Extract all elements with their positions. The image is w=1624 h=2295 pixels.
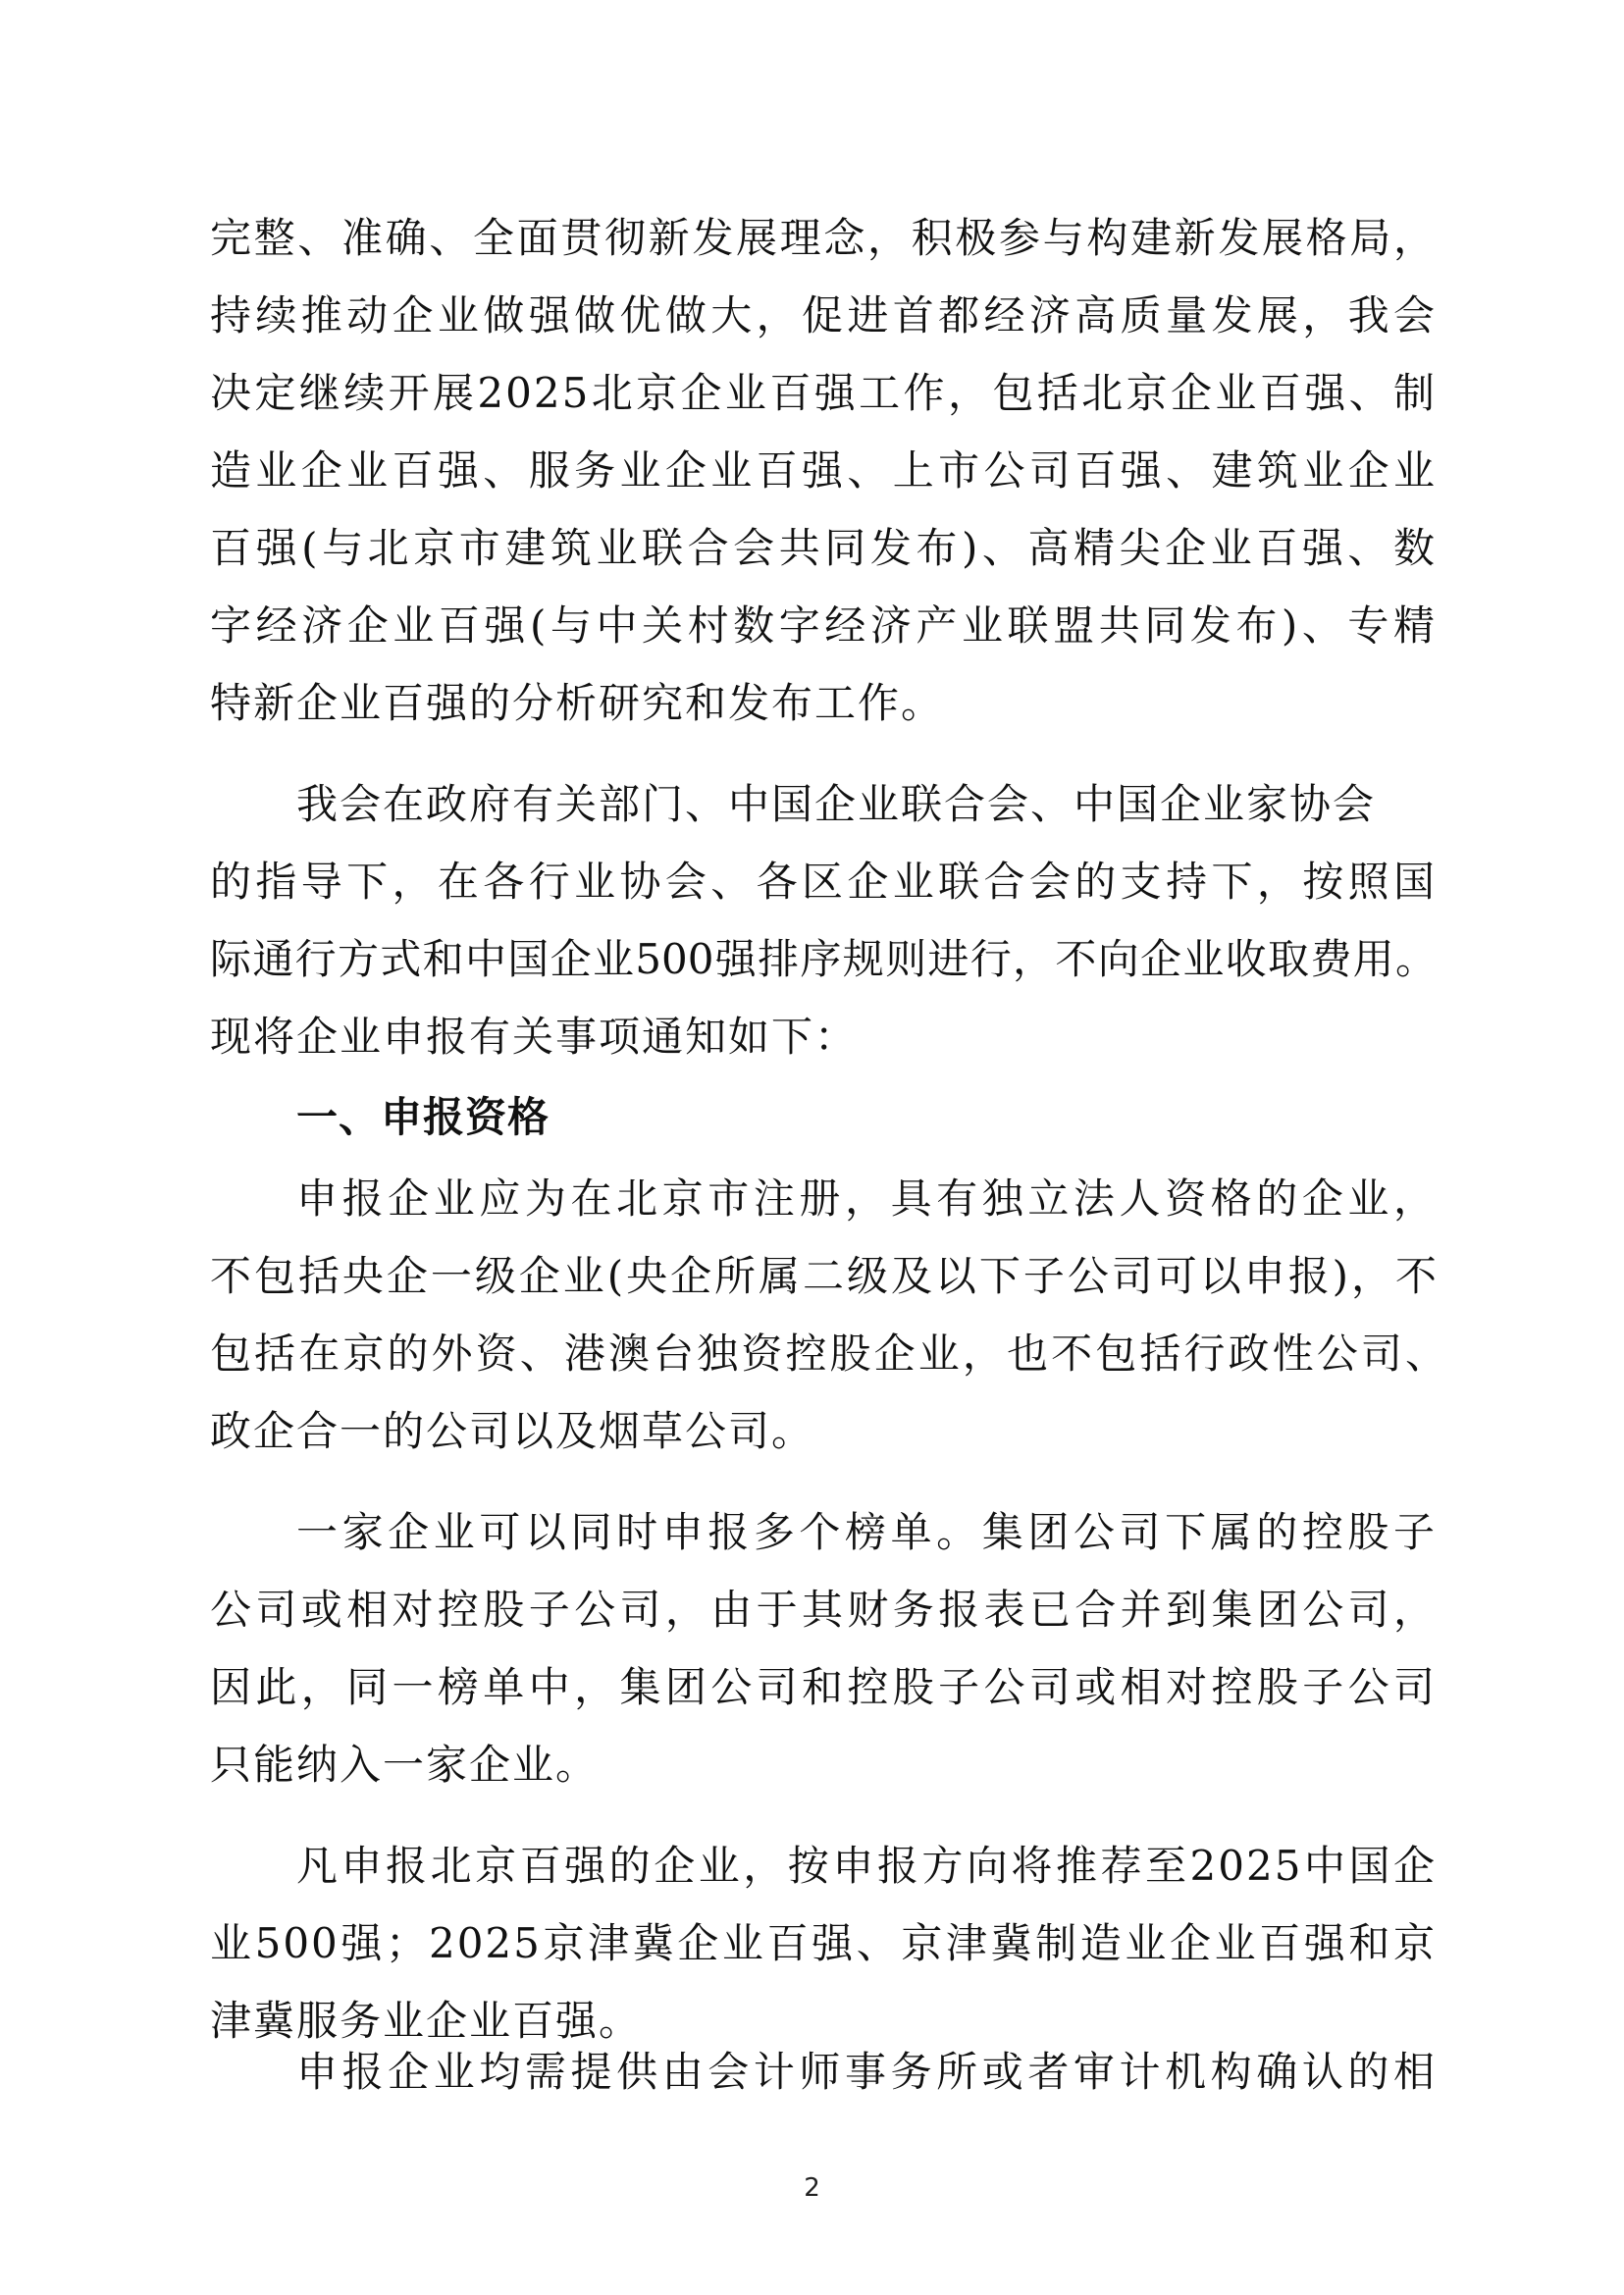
paragraph-line: 百强(与北京市建筑业联合会共同发布)、高精尖企业百强、数 xyxy=(210,524,1437,572)
paragraph-first-line: 一家企业可以同时申报多个榜单。集团公司下属的控股子 xyxy=(296,1508,1437,1556)
paragraph-line: 不包括央企一级企业(央企所属二级及以下子公司可以申报)，不 xyxy=(210,1252,1437,1300)
paragraph-first-line: 申报企业均需提供由会计师事务所或者审计机构确认的相 xyxy=(296,2048,1437,2096)
paragraph-first-line: 申报企业应为在北京市注册，具有独立法人资格的企业， xyxy=(296,1174,1437,1223)
paragraph-line: 的指导下，在各行业协会、各区企业联合会的支持下，按照国 xyxy=(210,858,1437,906)
paragraph-line: 造业企业百强、服务业企业百强、上市公司百强、建筑业企业 xyxy=(210,446,1437,495)
paragraph-line: 决定继续开展2025北京企业百强工作，包括北京企业百强、制 xyxy=(210,369,1437,417)
paragraph-line: 际通行方式和中国企业500强排序规则进行，不向企业收取费用。 xyxy=(210,935,1437,983)
paragraph-line: 字经济企业百强(与中关村数字经济产业联盟共同发布)、专精 xyxy=(210,601,1437,650)
paragraph-line: 津冀服务业企业百强。 xyxy=(210,1997,643,2045)
paragraph-line: 只能纳入一家企业。 xyxy=(210,1741,600,1789)
paragraph-line: 完整、准确、全面贯彻新发展理念，积极参与构建新发展格局， xyxy=(210,214,1437,262)
paragraph-line: 包括在京的外资、港澳台独资控股企业，也不包括行政性公司、 xyxy=(210,1330,1448,1378)
paragraph-line: 公司或相对控股子公司，由于其财务报表已合并到集团公司， xyxy=(210,1586,1437,1634)
paragraph-line: 政企合一的公司以及烟草公司。 xyxy=(210,1407,815,1455)
paragraph-line: 业500强；2025京津冀企业百强、京津冀制造业企业百强和京 xyxy=(210,1919,1437,1967)
paragraph-first-line: 我会在政府有关部门、中国企业联合会、中国企业家协会 xyxy=(296,780,1377,828)
paragraph-line: 特新企业百强的分析研究和发布工作。 xyxy=(210,679,945,727)
paragraph-line: 持续推动企业做强做优做大，促进首都经济高质量发展，我会 xyxy=(210,291,1437,339)
section-heading: 一、申报资格 xyxy=(296,1093,550,1141)
paragraph-first-line: 凡申报北京百强的企业，按申报方向将推荐至2025中国企 xyxy=(296,1842,1437,1890)
paragraph-line: 现将企业申报有关事项通知如下： xyxy=(210,1013,859,1061)
paragraph-line: 因此，同一榜单中，集团公司和控股子公司或相对控股子公司 xyxy=(210,1663,1437,1711)
page-number: 2 xyxy=(804,2173,820,2203)
